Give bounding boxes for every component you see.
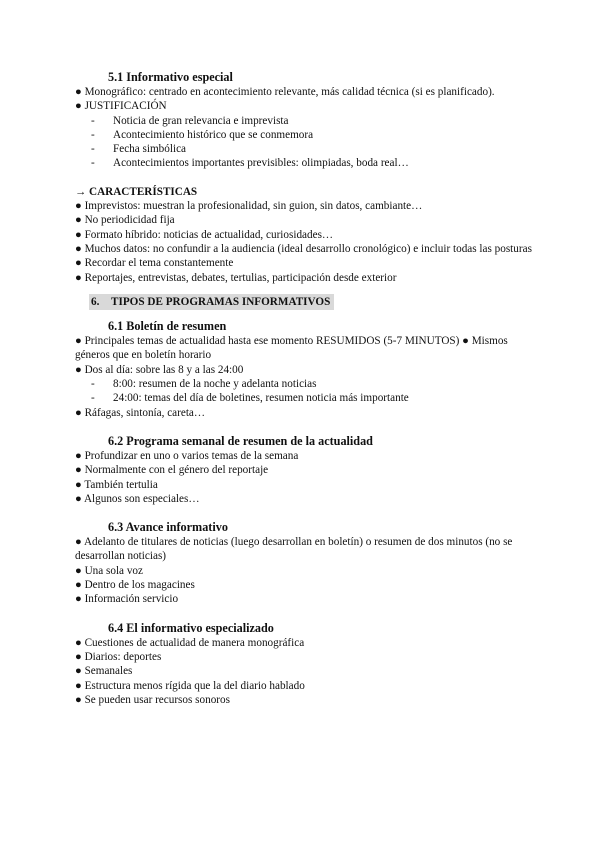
- section-title: TIPOS DE PROGRAMAS INFORMATIVOS: [111, 295, 331, 308]
- bullet-icon: ●: [75, 564, 82, 577]
- bullet-item: [75, 693, 535, 707]
- bullet-text: Formato híbrido: noticias de actualidad, curiosidades…: [84, 228, 334, 241]
- bullet-icon: ●: [75, 650, 82, 663]
- bullet-text: Recordar el tema constantemente: [84, 257, 234, 270]
- bullet-icon: ●: [75, 200, 82, 213]
- bullet-text: Monográfico: centrado en acontecimiento relevante, más calidad técnica (si es planificado).: [84, 86, 495, 98]
- dash-text: 24:00: temas del día de boletines, resumen noticia más importante: [113, 392, 409, 405]
- dash-text: 8:00: resumen de la noche y adelanta noticias: [113, 378, 317, 391]
- bullet-icon: ●: [75, 86, 82, 98]
- dash-icon: -: [91, 128, 95, 141]
- bullet-text: No periodicidad fija: [84, 214, 175, 227]
- heading-6-4: 6.4 El informativo especializado: [108, 620, 274, 635]
- bullet-item: [75, 535, 535, 564]
- bullet-text: Se pueden usar recursos sonoros: [84, 693, 230, 706]
- bullet-item: [75, 636, 535, 650]
- bullet-item: [75, 463, 535, 477]
- heading-5-1: 5.1 Informativo especial: [108, 70, 233, 84]
- dash-icon: -: [91, 157, 95, 170]
- dash-item: [75, 114, 535, 128]
- bullet-icon: ●: [75, 665, 82, 678]
- spacer: [75, 310, 535, 319]
- bullet-item: [75, 85, 535, 99]
- section-6-heading: [89, 294, 334, 310]
- bullet-text: Diarios: deportes: [84, 650, 162, 663]
- bullet-icon: ●: [75, 100, 82, 113]
- bullet-item: [75, 213, 535, 227]
- spacer: [75, 285, 535, 294]
- bullet-item: [75, 228, 535, 242]
- bullet-icon: ●: [75, 257, 82, 270]
- bullet-icon: ●: [75, 536, 82, 549]
- bullet-item: [75, 578, 535, 592]
- bullet-icon: ●: [75, 492, 82, 505]
- dash-item: [75, 142, 535, 156]
- bullet-text: Dos al día: sobre las 8 y a las 24:00: [84, 363, 244, 376]
- dash-icon: -: [91, 378, 95, 391]
- bullet-icon: ●: [75, 363, 82, 376]
- bullet-text: Una sola voz: [84, 564, 143, 577]
- bullet-icon: ●: [75, 593, 82, 606]
- dash-text: Acontecimientos importantes previsibles: olimpiadas, boda real…: [113, 157, 409, 170]
- bullet-text: Principales temas de actualidad hasta ese momento RESUMIDOS (5-7 MINUTOS) ● Mismos géneros que en boletín horario: [75, 335, 508, 362]
- spacer: [75, 420, 535, 434]
- bullet-text: Imprevistos: muestran la profesionalidad, sin guion, sin datos, cambiante…: [84, 200, 423, 213]
- bullet-item: [75, 271, 535, 285]
- bullet-item: [75, 406, 535, 420]
- bullet-icon: ●: [75, 636, 82, 649]
- dash-text: Fecha simbólica: [113, 143, 187, 156]
- bullet-text: JUSTIFICACIÓN: [84, 100, 167, 113]
- bullet-item: [75, 478, 535, 492]
- spacer: [75, 607, 535, 621]
- dash-text: Acontecimiento histórico que se conmemora: [113, 128, 314, 141]
- bullet-text: Muchos datos: no confundir a la audiencia (ideal desarrollo cronológico) e incluir todas las posturas: [84, 242, 532, 255]
- bullet-item: [75, 449, 535, 463]
- section-number: 6.: [91, 295, 100, 308]
- dash-icon: -: [91, 143, 95, 156]
- dash-item: [75, 377, 535, 391]
- bullet-icon: ●: [75, 464, 82, 477]
- bullet-text: Reportajes, entrevistas, debates, tertulias, participación desde exterior: [84, 271, 397, 284]
- bullet-text: Cuestiones de actualidad de manera monográfica: [84, 636, 305, 649]
- bullet-icon: ●: [75, 478, 82, 491]
- bullet-item: [75, 199, 535, 213]
- bullet-icon: ●: [75, 271, 82, 284]
- bullet-item: [75, 664, 535, 678]
- bullet-text: Estructura menos rígida que la del diario hablado: [84, 679, 305, 692]
- dash-item: [75, 128, 535, 142]
- spacer: [75, 506, 535, 520]
- spacer: [75, 171, 535, 185]
- heading-6-3: 6.3 Avance informativo: [108, 520, 228, 535]
- bullet-text: Dentro de los magacines: [84, 579, 195, 592]
- bullet-icon: ●: [75, 335, 82, 348]
- bullet-text: Normalmente con el género del reportaje: [84, 464, 269, 477]
- bullet-icon: ●: [75, 214, 82, 227]
- bullet-item: [75, 242, 535, 256]
- dash-item: [75, 156, 535, 170]
- dash-text: Noticia de gran relevancia e imprevista: [113, 114, 289, 127]
- bullet-text: Información servicio: [84, 593, 179, 606]
- heading-6-1: 6.1 Boletín de resumen: [108, 319, 227, 334]
- bullet-icon: ●: [75, 693, 82, 706]
- document-content: [75, 70, 535, 707]
- bullet-icon: ●: [75, 449, 82, 462]
- bullet-item: [75, 564, 535, 578]
- bullet-item: [75, 650, 535, 664]
- bullet-icon: ●: [75, 228, 82, 241]
- bullet-text: Algunos son especiales…: [83, 492, 200, 505]
- bullet-item: [75, 679, 535, 693]
- bullet-item: [75, 592, 535, 606]
- dash-item: [75, 391, 535, 405]
- bullet-text: Ráfagas, sintonía, careta…: [84, 406, 206, 419]
- bullet-icon: ●: [75, 579, 82, 592]
- bullet-text: También tertulia: [84, 478, 158, 491]
- bullet-item: [75, 363, 535, 377]
- dash-icon: -: [91, 114, 95, 127]
- bullet-text: Semanales: [84, 665, 133, 678]
- bullet-icon: ●: [75, 242, 82, 255]
- bullet-item: [75, 334, 535, 363]
- characteristics-heading: → CARACTERÍSTICAS: [75, 185, 198, 198]
- bullet-icon: ●: [75, 406, 82, 419]
- bullet-text: Adelanto de titulares de noticias (luego desarrollan en boletín) o resumen de dos minutos (no se desarrollan noticias): [75, 536, 513, 563]
- bullet-icon: ●: [75, 679, 82, 692]
- bullet-item: [75, 492, 535, 506]
- dash-icon: -: [91, 392, 95, 405]
- bullet-item: [75, 256, 535, 270]
- heading-6-2: 6.2 Programa semanal de resumen de la actualidad: [108, 433, 373, 448]
- bullet-text: Profundizar en uno o varios temas de la semana: [84, 449, 299, 462]
- bullet-item: [75, 99, 535, 113]
